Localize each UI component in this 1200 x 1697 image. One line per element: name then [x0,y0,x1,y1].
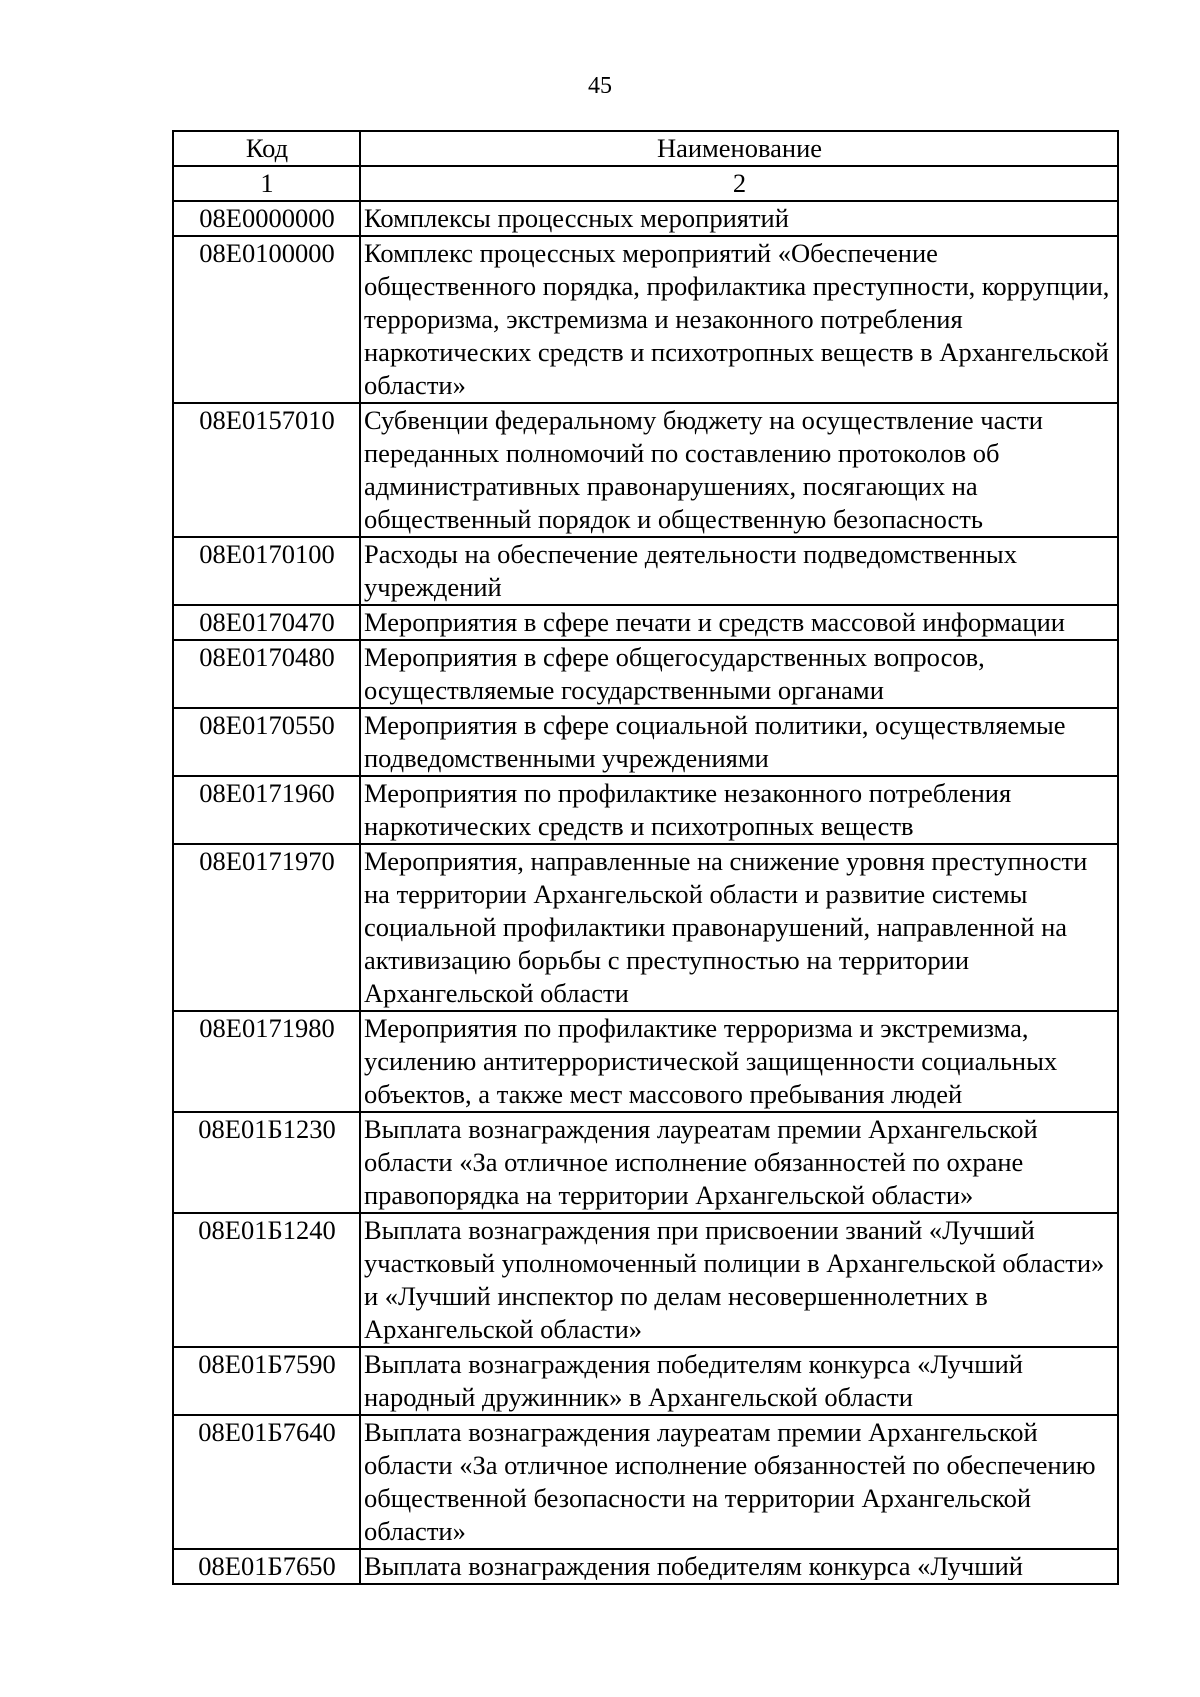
row-name: Расходы на обеспечение деятельности подведомственных учреждений [360,537,1118,605]
column-number-row [173,166,1118,201]
row-name: Мероприятия по профилактике незаконного потребления наркотических средств и психотропных веществ [360,776,1118,844]
table-row [173,403,1118,537]
row-code: 08Е0000000 [173,201,360,236]
row-name: Выплата вознаграждения при присвоении званий «Лучший участковый уполномоченный полиции в Архангельской области» и «Лучший инспектор по делам несовершеннолетних в Архангельской области» [360,1213,1118,1347]
row-name: Мероприятия в сфере общегосударственных вопросов, осуществляемые государственными органами [360,640,1118,708]
header-name: Наименование [360,131,1118,166]
table-row [173,201,1118,236]
column-number-code: 1 [173,166,360,201]
row-name: Мероприятия в сфере социальной политики, осуществляемые подведомственными учреждениями [360,708,1118,776]
row-code: 08Е0170100 [173,537,360,605]
row-code: 08Е01Б7650 [173,1549,360,1584]
row-code: 08Е01Б1240 [173,1213,360,1347]
row-name: Мероприятия в сфере печати и средств массовой информации [360,605,1118,640]
table-row [173,605,1118,640]
row-code: 08Е01Б7640 [173,1415,360,1549]
row-code: 08Е0157010 [173,403,360,537]
table-row [173,1112,1118,1213]
row-name-cell [360,1549,1118,1584]
row-code: 08Е0170550 [173,708,360,776]
page-number: 45 [588,73,612,99]
row-name: Выплата вознаграждения лауреатам премии Архангельской области «За отличное исполнение обязанностей по обеспечению общественной безопасности на территории Архангельской области» [360,1415,1118,1549]
table-row [173,537,1118,605]
column-number-name: 2 [360,166,1118,201]
table-row [173,776,1118,844]
row-code: 08Е0171970 [173,844,360,1011]
table-row [173,236,1118,403]
row-name: Выплата вознаграждения победителям конкурса «Лучший народный дружинник» в Архангельской области [360,1347,1118,1415]
row-code: 08Е01Б1230 [173,1112,360,1213]
row-name: Комплексы процессных мероприятий [360,201,1118,236]
row-code: 08Е0171980 [173,1011,360,1112]
header-code: Код [173,131,360,166]
row-code: 08Е0170480 [173,640,360,708]
row-code: 08Е0171960 [173,776,360,844]
table-row [173,1415,1118,1549]
row-name: Мероприятия по профилактике терроризма и экстремизма, усилению антитеррористической защищенности социальных объектов, а также мест массового пребывания людей [360,1011,1118,1112]
table-row [173,1011,1118,1112]
row-code: 08Е01Б7590 [173,1347,360,1415]
row-name: Выплата вознаграждения победителям конкурса «Лучший [364,1551,1023,1580]
row-name: Комплекс процессных мероприятий «Обеспечение общественного порядка, профилактика преступности, коррупции, терроризма, экстремизма и незаконного потребления наркотических средств и психотропных веществ в Архангельской области» [360,236,1118,403]
table-row [173,640,1118,708]
table-row [173,1549,1118,1584]
table-row [173,1347,1118,1415]
table-row [173,844,1118,1011]
row-name: Выплата вознаграждения лауреатам премии Архангельской области «За отличное исполнение обязанностей по охране правопорядка на территории Архангельской области» [360,1112,1118,1213]
table-row [173,1213,1118,1347]
row-name: Мероприятия, направленные на снижение уровня преступности на территории Архангельской области и развитие системы социальной профилактики правонарушений, направленной на активизацию борьбы с преступностью на территории Архангельской области [360,844,1118,1011]
row-code: 08Е0170470 [173,605,360,640]
table-row [173,708,1118,776]
header-row [173,131,1118,166]
row-code: 08Е0100000 [173,236,360,403]
budget-classification-table [172,130,1119,1585]
row-name: Субвенции федеральному бюджету на осуществление части переданных полномочий по составлению протоколов об административных правонарушениях, посягающих на общественный порядок и общественную безопасность [360,403,1118,537]
